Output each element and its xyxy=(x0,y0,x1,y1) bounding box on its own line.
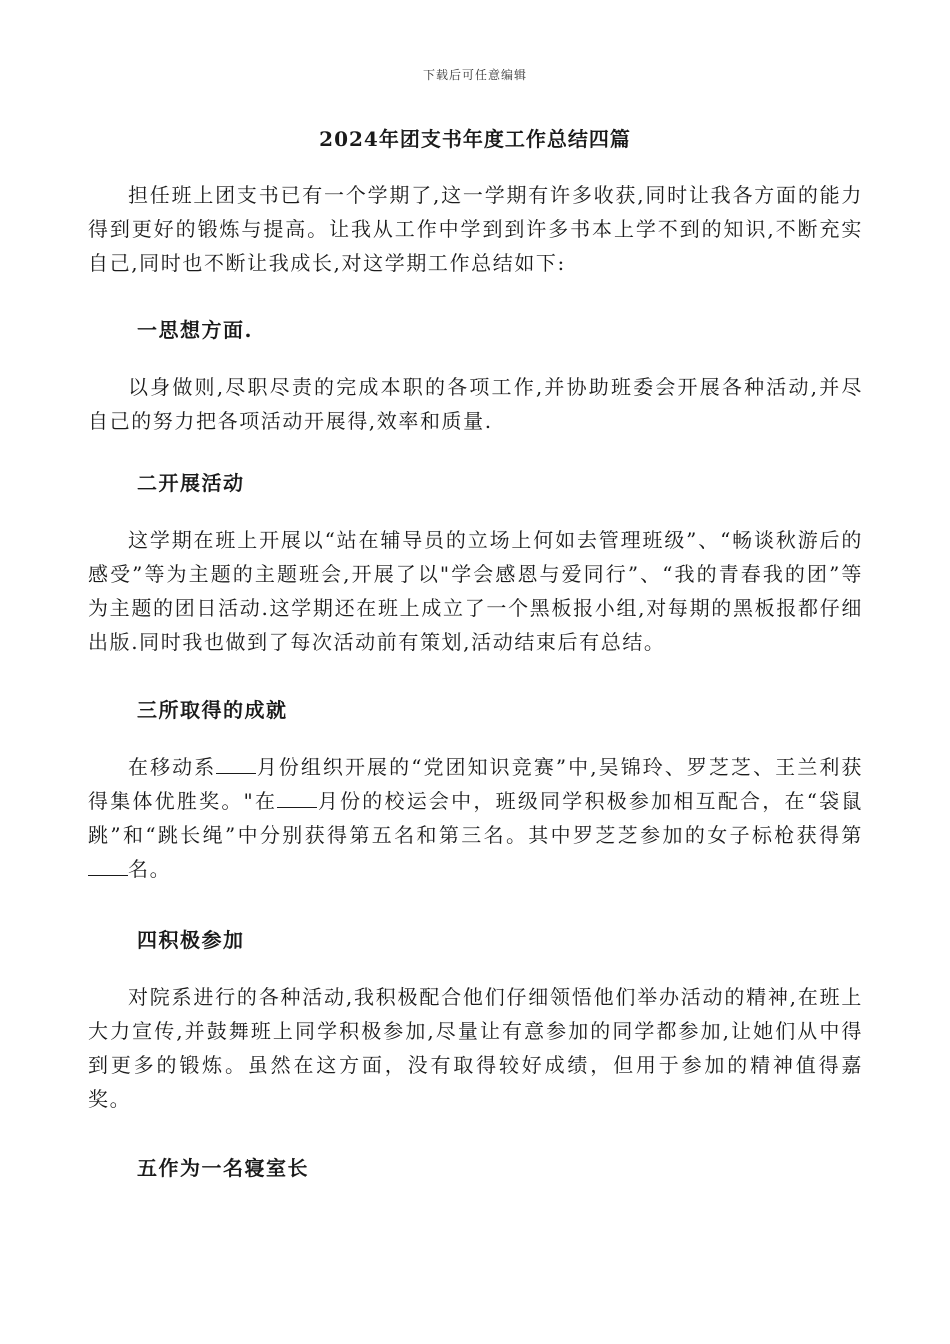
section-paragraph-4: 对院系进行的各种活动,我积极配合他们仔细领悟他们举办活动的精神,在班上大力宣传,并鼓舞班上同学积极参加,尽量让有意参加的同学都参加,让她们从中得到更多的锻炼。虽然在这方面，没有取得较好成绩，但用于参加的精神值得嘉奖。 xyxy=(88,985,863,1111)
section-paragraph-3 xyxy=(88,750,863,886)
section-paragraph-2: 这学期在班上开展以“站在辅导员的立场上何如去管理班级”、“畅谈秋游后的感受”等为主题的主题班会,开展了以"学会感恩与爱同行”、“我的青春我的团”等为主题的团日活动.这学期还在班上成立了一个黑板报小组,对每期的黑板报都仔细出版.同时我也做到了每次活动前有策划,活动结束后有总结。 xyxy=(88,528,863,654)
section-heading-5: 五作为一名寝室长 xyxy=(137,1156,309,1180)
header-note: 下载后可任意编辑 xyxy=(422,68,527,82)
section-heading-3: 三所取得的成就 xyxy=(137,698,288,722)
blank-line xyxy=(277,785,317,808)
intro-paragraph: 担任班上团支书已有一个学期了,这一学期有许多收获,同时让我各方面的能力得到更好的锻炼与提高。让我从工作中学到到许多书本上学不到的知识,不断充实自己,同时也不断让我成长,对这学期工作总结如下: xyxy=(88,183,863,275)
section-paragraph-1: 以身做则,尽职尽责的完成本职的各项工作,并协助班委会开展各种活动,并尽自己的努力把各项活动开展得,效率和质量. xyxy=(88,375,863,433)
section-heading-1: 一思想方面. xyxy=(137,318,253,342)
section-heading-4: 四积极参加 xyxy=(137,928,245,952)
section-heading-2: 二开展活动 xyxy=(137,471,245,495)
document-title: 2024年团支书年度工作总结四篇 xyxy=(319,127,631,151)
achievement-text-part-1: 在移动系 xyxy=(128,755,217,779)
blank-line xyxy=(216,751,256,774)
achievement-text-part-3: 月份的校运会中，班级同学积极参加相互配合，在“袋鼠跳”和“跳长绳”中分别获得第五名和第三名。其中罗芝芝参加的女子标枪获得第 xyxy=(88,789,863,847)
blank-line xyxy=(88,853,128,876)
achievement-text-part-4: 名。 xyxy=(128,857,172,881)
achievement-text-part-2: 月份组织开展的“党团知识竞赛”中,吴锦玲、罗芝芝、王兰利获得集体优胜奖。"在 xyxy=(88,755,863,813)
